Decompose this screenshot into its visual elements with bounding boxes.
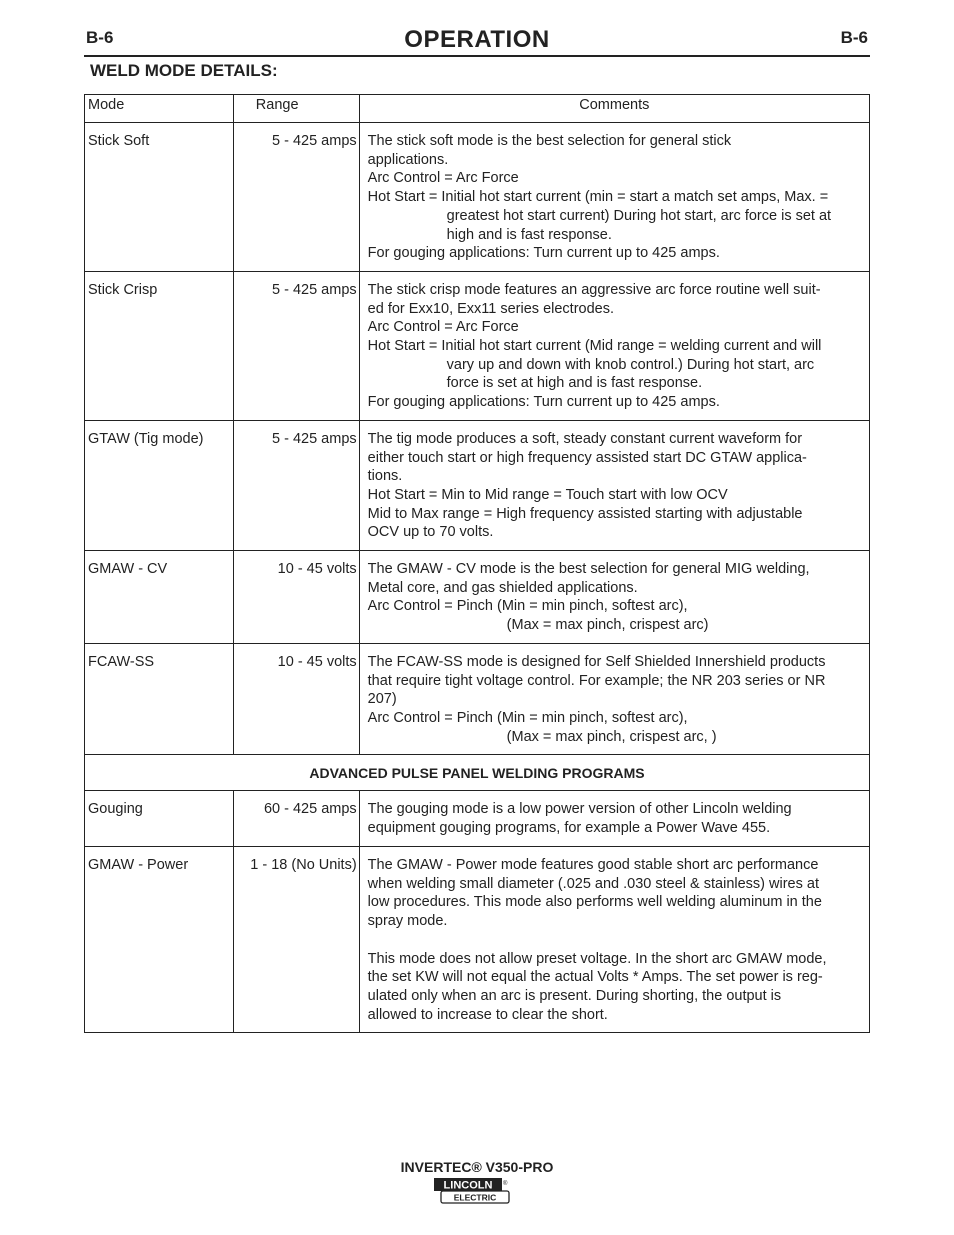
comment-line: either touch start or high frequency assisted start DC GTAW applica- xyxy=(367,449,807,466)
comments-cell xyxy=(359,271,869,420)
comments-cell xyxy=(359,791,869,846)
product-name: INVERTEC® V350-PRO xyxy=(400,1159,554,1175)
comment-line: force is set at high and is fast response. xyxy=(446,375,703,392)
table-row xyxy=(85,271,870,420)
mode-cell: FCAW-SS xyxy=(85,643,234,755)
comment-line: The GMAW - CV mode is the best selection for general MIG welding, xyxy=(367,561,810,578)
comment-line: that require tight voltage control. For example; the NR 203 series or NR xyxy=(367,672,826,689)
mode-cell: Stick Crisp xyxy=(85,271,234,420)
range-cell: 5 - 425 amps xyxy=(233,420,359,550)
range-cell: 10 - 45 volts xyxy=(233,551,359,644)
page-title: OPERATION xyxy=(404,26,550,53)
comment-line: spray mode. xyxy=(367,912,448,929)
comment-line: equipment gouging programs, for example a Power Wave 455. xyxy=(367,820,771,837)
logo-bottom-text: ELECTRIC xyxy=(453,1192,497,1203)
comments-cell xyxy=(359,551,869,644)
comment-line: 207) xyxy=(367,691,397,708)
advanced-programs-row xyxy=(85,755,870,791)
table-row xyxy=(85,420,870,550)
comment-line: Mid to Max range = High frequency assisted starting with adjustable xyxy=(367,505,803,522)
comment-line: (Max = max pinch, crispest arc) xyxy=(506,617,709,634)
comment-line: The gouging mode is a low power version of other Lincoln welding xyxy=(367,801,792,818)
page-number-right: B-6 xyxy=(840,28,868,47)
column-header-range: Range xyxy=(233,95,359,123)
comment-line: Hot Start = Initial hot start current (min = start a match set amps, Max. = xyxy=(367,189,829,206)
header-rule xyxy=(84,55,870,57)
logo-registered-mark: ® xyxy=(503,1181,508,1187)
comment-line: high and is fast response. xyxy=(446,226,612,243)
comment-line: Metal core, and gas shielded applications. xyxy=(367,579,638,596)
mode-cell: GTAW (Tig mode) xyxy=(85,420,234,550)
comment-line xyxy=(368,931,865,950)
comment-line: allowed to increase to clear the short. xyxy=(367,1006,608,1023)
comment-line: greatest hot start current) During hot start, arc force is set at xyxy=(446,207,832,224)
range-cell: 60 - 425 amps xyxy=(233,791,359,846)
lincoln-electric-logo xyxy=(433,1177,511,1205)
table-row xyxy=(85,123,870,272)
column-header-mode: Mode xyxy=(85,95,234,123)
comment-line: low procedures. This mode also performs well welding aluminum in the xyxy=(367,894,822,911)
mode-cell: Gouging xyxy=(85,791,234,846)
comment-line: (Max = max pinch, crispest arc, ) xyxy=(506,728,717,745)
comment-line: ulated only when an arc is present. During shorting, the output is xyxy=(367,988,782,1005)
comment-line: The GMAW - Power mode features good stable short arc performance xyxy=(367,856,819,873)
comment-line: The tig mode produces a soft, steady constant current waveform for xyxy=(367,430,803,447)
mode-cell: GMAW - Power xyxy=(85,846,234,1033)
logo-top-text: LINCOLN xyxy=(443,1179,493,1192)
advanced-programs-heading: ADVANCED PULSE PANEL WELDING PROGRAMS xyxy=(85,755,870,791)
range-cell: 1 - 18 (No Units) xyxy=(233,846,359,1033)
comments-cell xyxy=(359,846,869,1033)
comment-line: Arc Control = Pinch (Min = min pinch, softest arc), xyxy=(367,709,688,726)
weld-mode-table xyxy=(84,94,870,1033)
comment-line: For gouging applications: Turn current up to 425 amps. xyxy=(367,245,720,262)
column-header-comments: Comments xyxy=(359,95,869,123)
comment-line: the set KW will not equal the actual Volts * Amps. The set power is reg- xyxy=(367,969,823,986)
comment-line: The stick soft mode is the best selection for general stick xyxy=(367,133,732,149)
comment-line: This mode does not allow preset voltage. In the short arc GMAW mode, xyxy=(367,950,827,967)
comment-line: Arc Control = Arc Force xyxy=(367,319,519,336)
comment-line: Hot Start = Initial hot start current (Mid range = welding current and will xyxy=(367,338,822,355)
range-cell: 5 - 425 amps xyxy=(233,271,359,420)
comment-line: Arc Control = Arc Force xyxy=(367,170,519,187)
comment-line: The stick crisp mode features an aggressive arc force routine well suit- xyxy=(367,281,821,298)
mode-cell: Stick Soft xyxy=(85,123,234,272)
table-row xyxy=(85,643,870,755)
comment-line: applications. xyxy=(367,151,449,168)
table-row xyxy=(85,551,870,644)
comment-line: ed for Exx10, Exx11 series electrodes. xyxy=(367,300,615,317)
comments-cell xyxy=(359,420,869,550)
page-number-left: B-6 xyxy=(86,28,114,47)
range-cell: 5 - 425 amps xyxy=(233,123,359,272)
comment-line: Arc Control = Pinch (Min = min pinch, softest arc), xyxy=(367,598,688,615)
comment-line: vary up and down with knob control.) During hot start, arc xyxy=(446,356,815,373)
table-row xyxy=(85,846,870,1033)
comment-line: Hot Start = Min to Mid range = Touch start with low OCV xyxy=(367,486,728,503)
comments-cell xyxy=(359,123,869,272)
table-header-row xyxy=(85,95,870,123)
mode-cell: GMAW - CV xyxy=(85,551,234,644)
comment-line: OCV up to 70 volts. xyxy=(367,524,494,541)
comment-line: The FCAW-SS mode is designed for Self Shielded Innershield products xyxy=(367,653,826,670)
table-row xyxy=(85,791,870,846)
comment-line: when welding small diameter (.025 and .030 steel & stainless) wires at xyxy=(367,875,819,892)
comments-cell xyxy=(359,643,869,755)
comment-line: For gouging applications: Turn current up to 425 amps. xyxy=(367,394,720,411)
range-cell: 10 - 45 volts xyxy=(233,643,359,755)
section-title: WELD MODE DETAILS: xyxy=(90,61,278,80)
comment-line: tions. xyxy=(367,468,403,485)
